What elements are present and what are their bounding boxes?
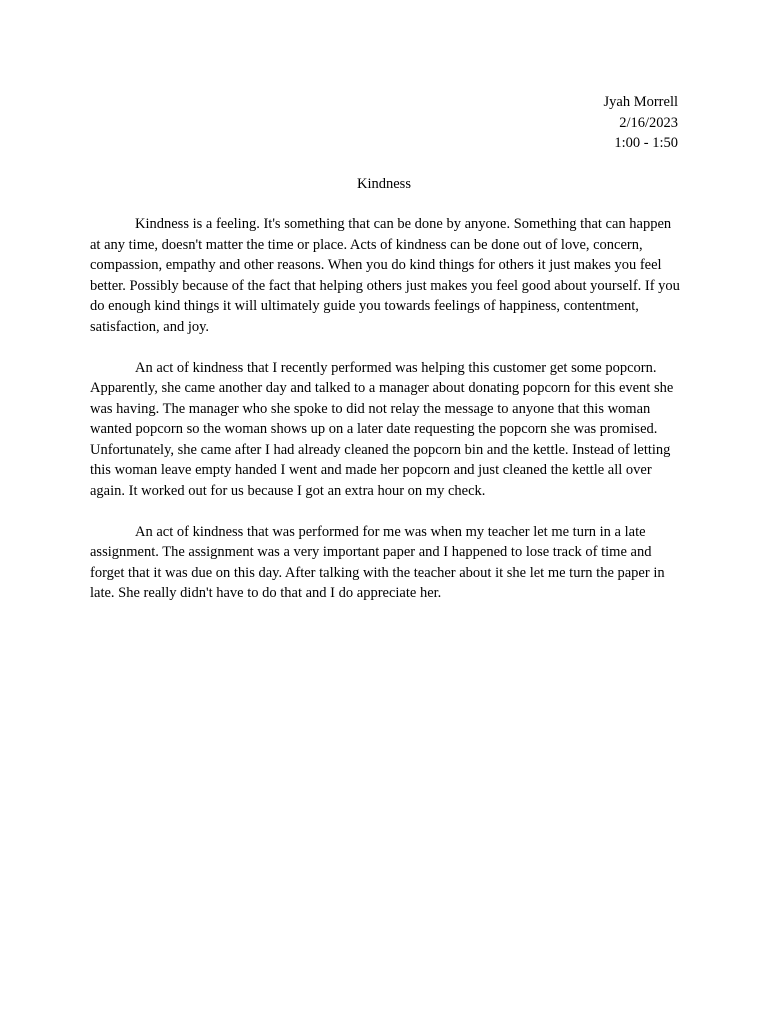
author-name: Jyah Morrell xyxy=(603,94,678,110)
class-time: 1:00 - 1:50 xyxy=(614,135,678,151)
date: 2/16/2023 xyxy=(619,114,678,131)
paragraph-1: Kindness is a feeling. It's something that can be done by anyone. Something that can happen at any time, doesn't matter the time or place. Acts of kindness can be done out of love, concern, compassion, empathy and other reasons. When you do kind things for others it just makes you feel better. Possibly because of the fact that helping others just makes you feel good about yourself. If you do enough kind things it will ultimately guide you towards feelings of happiness, contentment, satisfaction, and joy. xyxy=(90,216,680,335)
paragraph-2: An act of kindness that I recently performed was helping this customer get some popcorn. Apparently, she came another day and talked to a manager about donating popcorn for this event she was having. The manager who she spoke to did not relay the message to anyone that this woman wanted popcorn so the woman shows up on a later date requesting the popcorn she was promised. Unfortunately, she came after I had already cleaned the popcorn bin and the kettle. Instead of letting this woman leave empty handed I went and made her popcorn and just cleaned the kettle all over again. It worked out for us because I got an extra hour on my check. xyxy=(90,359,674,499)
paragraph-3: An act of kindness that was performed for me was when my teacher let me turn in a late assignment. The assignment was a very important paper and I happened to lose track of time and forget that it was due on this day. After talking with the teacher about it she let me turn the paper in late. She really didn't have to do that and I do appreciate her. xyxy=(90,523,665,601)
essay-body xyxy=(90,214,680,624)
essay-title: Kindness xyxy=(357,176,411,192)
header-block xyxy=(604,92,679,154)
